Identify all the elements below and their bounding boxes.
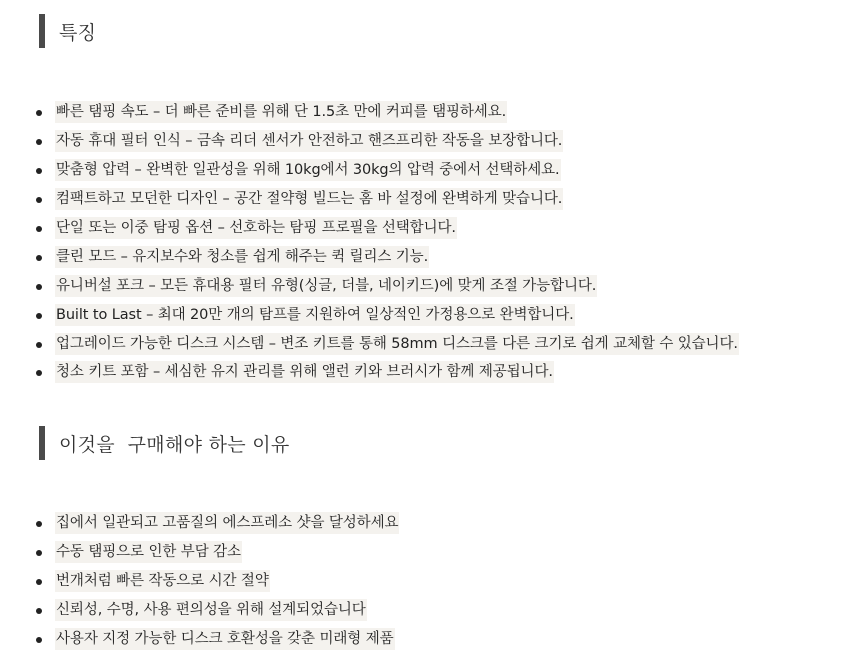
bullet-icon	[36, 521, 42, 527]
list-item-text: 단일 또는 이중 탐핑 옵션 – 선호하는 탐핑 프로필을 선택합니다.	[55, 217, 457, 239]
list-item-text: 자동 휴대 필터 인식 – 금속 리더 센서가 안전하고 핸즈프리한 작동을 보장합니다.	[55, 130, 563, 152]
list-item	[0, 214, 739, 243]
list-item	[0, 156, 739, 185]
list-item-text: 맞춤형 압력 – 완벽한 일관성을 위해 10kg에서 30kg의 압력 중에서 선택하세요.	[55, 159, 561, 181]
reasons-heading-text: 이것을 구매해야 하는 이유	[59, 433, 290, 456]
bullet-icon	[36, 168, 42, 174]
heading-accent-bar	[39, 426, 45, 460]
bullet-icon	[36, 637, 42, 643]
bullet-icon	[36, 255, 42, 261]
list-item-text: 컴팩트하고 모던한 디자인 – 공간 절약형 빌드는 홈 바 설정에 완벽하게 맞습니다.	[55, 188, 563, 210]
bullet-icon	[36, 284, 42, 290]
list-item	[0, 509, 399, 538]
bullet-icon	[36, 110, 42, 116]
list-item-text: 수동 탬핑으로 인한 부담 감소	[55, 541, 242, 563]
list-item	[0, 300, 739, 329]
list-item	[0, 625, 399, 654]
list-item	[0, 98, 739, 127]
list-item	[0, 358, 739, 387]
bullet-icon	[36, 139, 42, 145]
list-item-text: 청소 키트 포함 – 세심한 유지 관리를 위해 앨런 키와 브러시가 함께 제공됩니다.	[55, 361, 554, 383]
bullet-icon	[36, 197, 42, 203]
list-item-text: 유니버설 포크 – 모든 휴대용 필터 유형(싱글, 더블, 네이키드)에 맞게 조절 가능합니다.	[55, 275, 597, 297]
heading-accent-bar	[39, 14, 45, 48]
bullet-icon	[36, 608, 42, 614]
list-item	[0, 596, 399, 625]
list-item	[0, 538, 399, 567]
list-item-text: 사용자 지정 가능한 디스크 호환성을 갖춘 미래형 제품	[55, 628, 395, 650]
list-item	[0, 271, 739, 300]
list-item	[0, 127, 739, 156]
list-item-text: 빠른 탬핑 속도 – 더 빠른 준비를 위해 단 1.5초 만에 커피를 탬핑하세요.	[55, 101, 507, 123]
bullet-icon	[36, 370, 42, 376]
features-heading-text: 특징	[59, 21, 97, 44]
list-item-text: 신뢰성, 수명, 사용 편의성을 위해 설계되었습니다	[55, 599, 367, 621]
list-item-text: 클린 모드 – 유지보수와 청소를 쉽게 해주는 퀵 릴리스 기능.	[55, 246, 429, 268]
list-item	[0, 567, 399, 596]
list-item	[0, 329, 739, 358]
reasons-list	[0, 509, 399, 653]
list-item-text: 업그레이드 가능한 디스크 시스템 – 변조 키트를 통해 58mm 디스크를 다른 크기로 쉽게 교체할 수 있습니다.	[55, 333, 739, 355]
list-item-text: Built to Last – 최대 20만 개의 탐프를 지원하여 일상적인 가정용으로 완벽합니다.	[55, 304, 575, 326]
list-item-text: 집에서 일관되고 고품질의 에스프레소 샷을 달성하세요	[55, 512, 399, 534]
list-item-text: 번개처럼 빠른 작동으로 시간 절약	[55, 570, 270, 592]
bullet-icon	[36, 550, 42, 556]
features-heading	[39, 14, 96, 48]
bullet-icon	[36, 313, 42, 319]
bullet-icon	[36, 342, 42, 348]
features-list	[0, 98, 739, 387]
list-item	[0, 185, 739, 214]
bullet-icon	[36, 579, 42, 585]
list-item	[0, 242, 739, 271]
bullet-icon	[36, 226, 42, 232]
reasons-heading	[39, 426, 290, 460]
